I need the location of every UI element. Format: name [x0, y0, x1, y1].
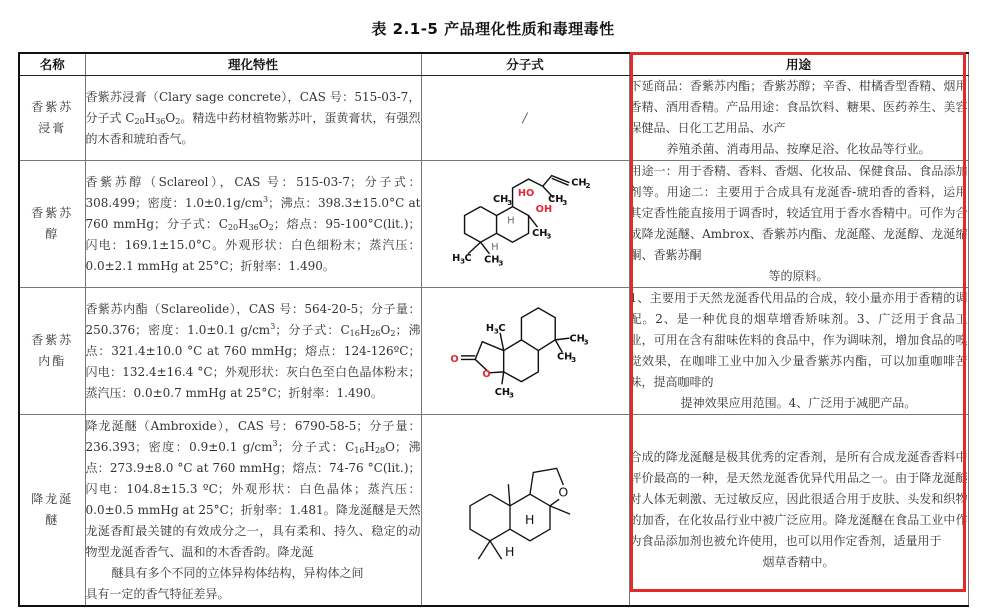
- product-name-line1: 香紫苏: [31, 333, 74, 347]
- prop-text: ；沸点：398.3±15.0°C at 760 mmHg；分子式：C: [85, 195, 421, 231]
- prop-text: ；沸点：273.9±8.0 °C at 760 mmHg；熔点：74-76 °C(lit.)；闪电：104.8±15.3 ºC；外观形状：白色晶体；蒸汽压：0.0±0.5 mmHg at 25°C；折射率：1.481。降龙涎醚是天然龙涎香酊最关键的有效成分之一，具有柔和、持久、稳定的动物型龙涎香香气、温和的木香香韵。降龙涎: [85, 439, 421, 559]
- product-name-cell: [19, 76, 85, 161]
- prop-text: 醚具有多个不同的立体异构体结构，异构体之间: [111, 565, 364, 580]
- superscript: 3: [272, 438, 278, 448]
- properties-cell: [85, 288, 421, 415]
- subscript: 28: [374, 445, 386, 455]
- subscript: 36: [155, 116, 166, 126]
- svg-text:OH: OH: [535, 204, 553, 215]
- prop-text: 香紫苏浸膏（Clary sage concrete），CAS 号：515-03-7，分子式 C: [85, 89, 421, 125]
- svg-text:C: C: [464, 252, 472, 264]
- svg-text:CH: CH: [493, 194, 509, 206]
- product-name-line2: 醚: [45, 513, 60, 527]
- prop-text: 具有一定的香气特征差异。: [85, 586, 230, 601]
- svg-text:3: 3: [562, 197, 568, 207]
- table-row: [19, 76, 968, 161]
- product-name-cell: [19, 415, 85, 607]
- uses-cell: [629, 288, 968, 415]
- prop-text: H: [144, 110, 156, 125]
- prop-text: ；沸点：321.4±10.0 °C at 760 mmHg；熔点：124-126ºC；闪电：132.4±16.4 °C；外观形状：灰白色至白色晶体粉末；蒸汽压：0.0±0.7 mmHg at 25°C；折射率：1.490。: [85, 322, 421, 400]
- sclareolide-structure-image: [445, 295, 605, 407]
- svg-text:O: O: [450, 354, 459, 366]
- svg-text:O: O: [482, 369, 491, 381]
- svg-text:H: H: [485, 323, 495, 334]
- prop-text: 香紫苏醇（Sclareol），CAS 号：515-03-7；分子式：308.499；密度：1.0±0.1g/cm: [85, 174, 421, 210]
- subscript: 26: [370, 328, 381, 338]
- subscript: 16: [349, 328, 360, 338]
- ambroxide-structure-image: [450, 445, 600, 575]
- prop-text: 降龙涎醚（Ambroxide），CAS 号：6790-58-5；分子量：236.393；密度：0.9±0.1 g/cm: [85, 418, 421, 454]
- uses-text: 下延商品：香紫苏内酯；香紫苏醇；辛香、柑橘香型香精、烟用香精、酒用香精。产品用途：食品饮料、糖果、医药养生、美容保健品、日化工艺用品、水产: [629, 79, 968, 135]
- properties-cell: [85, 415, 421, 607]
- header-properties: 理化特性: [85, 53, 421, 76]
- svg-text:2: 2: [585, 181, 591, 190]
- header-uses: 用途: [629, 53, 968, 76]
- superscript: 3: [263, 194, 269, 204]
- product-name-line1: 降龙涎: [31, 492, 74, 506]
- table-header-row: [19, 53, 968, 76]
- svg-text:C: C: [498, 323, 506, 334]
- formula-placeholder: /: [522, 110, 528, 126]
- subscript: 2: [175, 116, 181, 126]
- svg-text:H: H: [452, 252, 461, 264]
- uses-text-last: 烟草香精中。: [762, 555, 835, 569]
- product-name-cell: [19, 288, 85, 415]
- uses-cell: [629, 76, 968, 161]
- uses-cell: [629, 161, 968, 288]
- properties-cell: [85, 161, 421, 288]
- uses-text: 1、主要用于天然龙涎香代用品的合成，较小量亦用于香精的调配。2、是一种优良的烟草增香矫味剂。3、广泛用于食品工业，可用在含有甜味佐料的食品中，作为调味剂，增加食品的嗅觉效果，在咖啡工业中加入少量香紫苏内酯，可以加重咖啡苦味，提高咖啡的: [629, 291, 968, 389]
- svg-text:CH: CH: [548, 194, 564, 206]
- superscript: 3: [270, 321, 276, 331]
- sclareol-structure-image: [445, 165, 605, 283]
- prop-text: O: [258, 216, 269, 231]
- svg-text:3: 3: [583, 337, 589, 347]
- svg-text:3: 3: [546, 231, 552, 241]
- svg-text:CH: CH: [494, 387, 511, 398]
- product-name-line2: 醇: [45, 227, 60, 241]
- formula-cell: [421, 161, 629, 288]
- properties-table: [18, 52, 969, 607]
- subscript: 36: [248, 222, 259, 232]
- formula-cell: [421, 76, 629, 161]
- header-name: 名称: [19, 53, 85, 76]
- svg-text:3: 3: [571, 355, 577, 365]
- svg-text:H: H: [491, 242, 499, 254]
- prop-text: O: [165, 110, 176, 125]
- uses-text-last: 养殖杀菌、消毒用品、按摩足浴、化妆品等行业。: [666, 142, 931, 156]
- prop-text: H: [359, 322, 371, 337]
- prop-text: O: [385, 439, 395, 454]
- subscript: 2: [390, 328, 396, 338]
- prop-text: ；分子式：C: [275, 322, 350, 337]
- svg-text:H: H: [505, 543, 515, 559]
- prop-text: O: [380, 322, 391, 337]
- product-name-line1: 香紫苏: [31, 206, 74, 220]
- properties-cell: [85, 76, 421, 161]
- prop-text: ；熔点：95-100°C(lit.)；闪电：169.1±15.0°C。外观形状：白色细粉末；蒸汽压：0.0±2.1 mmHg at 25°C；折射率：1.490。: [85, 216, 421, 273]
- uses-text-last: 等的原料。: [768, 269, 829, 283]
- formula-cell: [421, 288, 629, 415]
- svg-text:H: H: [507, 215, 515, 227]
- svg-text:H: H: [525, 512, 535, 528]
- prop-text: 香紫苏内酯（Sclareolide），CAS 号：564-20-5；分子量：250.376；密度：1.0±0.1 g/cm: [85, 301, 421, 337]
- svg-text:CH: CH: [532, 228, 548, 239]
- subscript: 20: [227, 222, 239, 232]
- svg-text:3: 3: [507, 197, 513, 207]
- header-formula: 分子式: [421, 53, 629, 76]
- uses-text: 合成的降龙涎醚是极其优秀的定香剂，是所有合成龙涎香香料中评价最高的一种，是天然龙涎香优异代用品之一。由于降龙涎醚对人体无刺激、无过敏反应，因此很适合用于皮肤、头发和织物的加香，在化妆品行业中被广泛应用。降龙涎醚在食品工业中作为食品添加剂也被允许使用，也可以用作定香剂，适量用于: [629, 450, 968, 548]
- product-name-cell: [19, 161, 85, 288]
- product-name-line1: 香紫苏: [31, 100, 74, 114]
- subscript: 16: [354, 445, 365, 455]
- table-row: [19, 415, 968, 607]
- formula-cell: [421, 415, 629, 607]
- subscript: 20: [134, 116, 145, 126]
- uses-text: 用途一：用于香精、香料、香烟、化妆品、保健食品、食品添加剂等。用途二：主要用于合成具有龙涎香-琥珀香的香料，运用其定香性能直接用于调香时，较适宜用于香水香精中。可作为合成降龙涎醚、Ambrox、香紫苏内酯、龙涎醛、龙涎醇、龙涎缩酮、香紫苏酮: [629, 164, 968, 262]
- svg-text:O: O: [558, 484, 569, 500]
- prop-text: 。精选中药材植物紫苏叶，蛋黄膏状，有强烈的木香和琥珀香气。: [85, 110, 421, 146]
- prop-text: H: [364, 439, 375, 454]
- table-caption: 表 2.1-5 产品理化性质和毒理毒性: [371, 20, 615, 38]
- svg-text:HO: HO: [517, 188, 535, 199]
- svg-text:3: 3: [509, 390, 514, 400]
- svg-text:CH: CH: [557, 351, 573, 363]
- svg-text:CH: CH: [571, 177, 587, 189]
- svg-text:3: 3: [493, 326, 499, 336]
- uses-text-last: 提神效果应用范围。4、广泛用于减肥产品。: [680, 396, 917, 410]
- svg-text:CH: CH: [569, 333, 585, 345]
- product-name-line2: 内酯: [38, 354, 67, 368]
- svg-text:3: 3: [498, 258, 504, 268]
- svg-text:CH: CH: [484, 254, 500, 266]
- svg-text:3: 3: [460, 256, 466, 266]
- table-row: [19, 288, 968, 415]
- product-name-line2: 浸膏: [38, 121, 67, 135]
- uses-cell: [629, 415, 968, 607]
- subscript: 2: [268, 222, 274, 232]
- prop-text: H: [238, 216, 249, 231]
- prop-text: ；分子式：C: [277, 439, 355, 454]
- table-row: [19, 161, 968, 288]
